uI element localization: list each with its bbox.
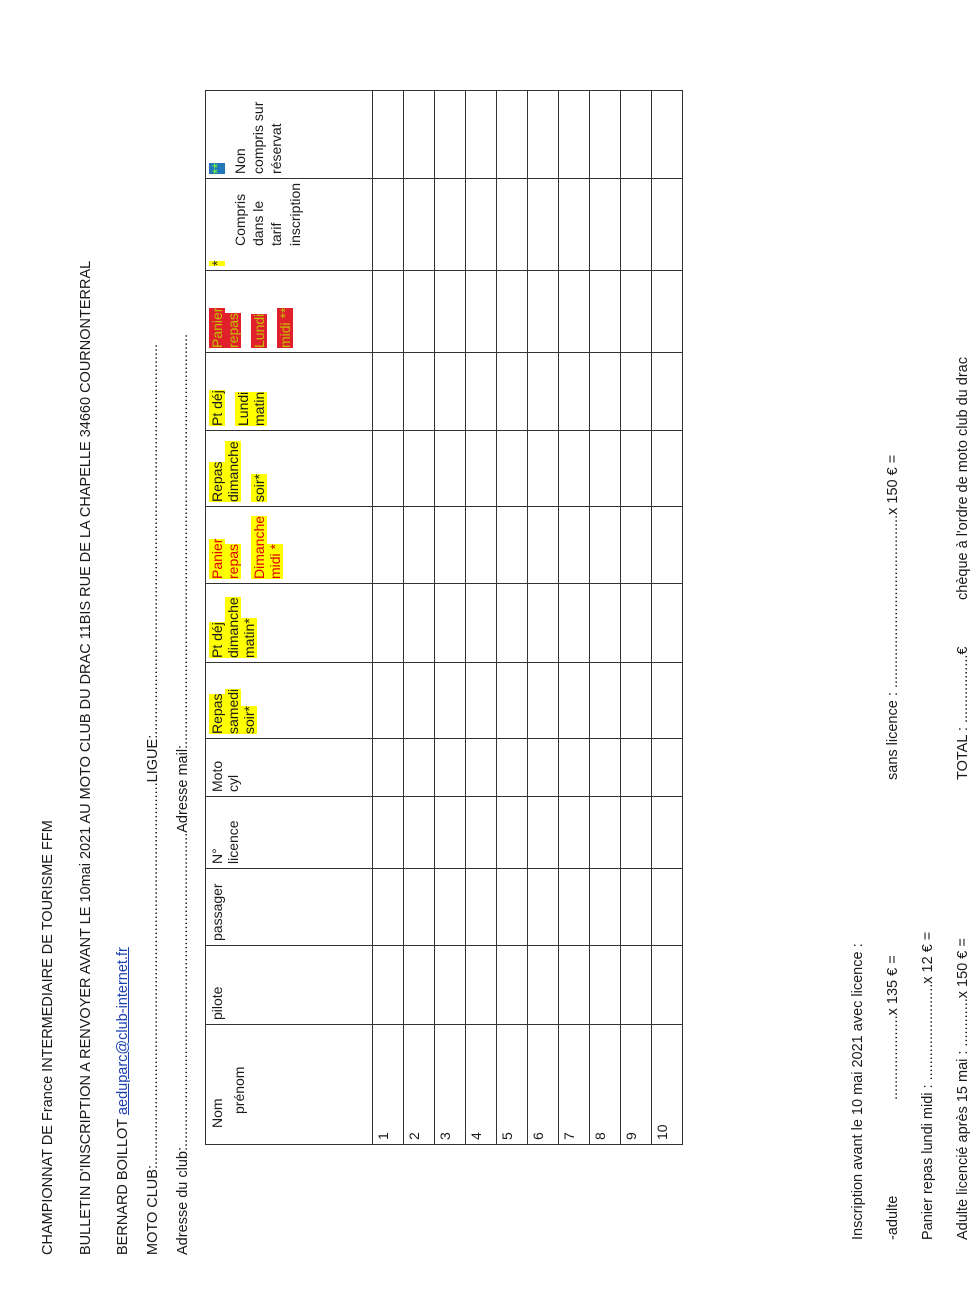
entry-cell[interactable] (435, 869, 466, 946)
entry-cell[interactable] (652, 663, 683, 739)
table-row (497, 90, 528, 1144)
entry-cell[interactable] (621, 90, 652, 178)
entry-cell[interactable] (528, 584, 559, 663)
moto-club-label: MOTO CLUB: (145, 1165, 161, 1255)
non-compris-star: ** (209, 163, 225, 174)
entry-cell[interactable] (621, 584, 652, 663)
entry-cell[interactable] (528, 90, 559, 178)
entry-cell[interactable] (497, 431, 528, 507)
entry-cell[interactable] (404, 797, 435, 869)
table-row (559, 90, 590, 1144)
entry-cell[interactable] (373, 739, 404, 797)
row-number: 4 (466, 1025, 497, 1145)
ligue-label: LIGUE: (145, 734, 161, 783)
table-row (435, 90, 466, 1144)
entry-cell[interactable] (497, 797, 528, 869)
entry-cell[interactable] (497, 178, 528, 270)
entry-cell[interactable] (404, 584, 435, 663)
entry-cell[interactable] (528, 739, 559, 797)
entry-cell[interactable] (435, 271, 466, 353)
entry-cell[interactable] (528, 507, 559, 584)
entry-cell[interactable] (466, 353, 497, 431)
entry-cell[interactable] (497, 353, 528, 431)
entry-cell[interactable] (435, 584, 466, 663)
entry-cell[interactable] (497, 507, 528, 584)
compris-star: * (209, 260, 225, 266)
entry-cell[interactable] (559, 507, 590, 584)
entry-cell[interactable] (621, 431, 652, 507)
table-row (590, 90, 621, 1144)
moto-club-input[interactable]: ............................................................................................... (145, 782, 161, 1166)
entry-cell[interactable] (466, 271, 497, 353)
entry-cell[interactable] (466, 507, 497, 584)
address-field (175, 334, 191, 1255)
entry-cell[interactable] (590, 178, 621, 270)
entry-cell[interactable] (590, 946, 621, 1025)
entry-cell[interactable] (404, 507, 435, 584)
entry-cell[interactable] (435, 178, 466, 270)
entry-cell[interactable] (652, 507, 683, 584)
entry-cell[interactable] (652, 271, 683, 353)
licencie-line[interactable]: Adulte licencié après 15 mai : ............x 150 € = (955, 938, 971, 1240)
contact-line (115, 947, 131, 1255)
contact-email-link[interactable]: aeduparc@club-internet.fr (115, 947, 131, 1116)
entry-cell[interactable] (404, 739, 435, 797)
mail-label: Adresse mail: (175, 744, 191, 833)
header-nom-prenom (206, 1025, 373, 1145)
entry-cell[interactable] (373, 797, 404, 869)
table-row (621, 90, 652, 1144)
entry-cell[interactable] (435, 431, 466, 507)
entry-cell[interactable] (652, 90, 683, 178)
entry-cell[interactable] (528, 797, 559, 869)
header-cyl: cyl (225, 774, 241, 792)
row-number: 1 (373, 1025, 404, 1145)
row-number: 10 (652, 1025, 683, 1145)
entry-cell[interactable] (373, 90, 404, 178)
entry-cell[interactable] (621, 507, 652, 584)
entry-cell[interactable] (466, 663, 497, 739)
entry-cell[interactable] (435, 739, 466, 797)
entry-cell[interactable] (559, 739, 590, 797)
entry-cell[interactable] (373, 178, 404, 270)
table-row (404, 90, 435, 1144)
entry-cell[interactable] (404, 178, 435, 270)
entry-cell[interactable] (652, 431, 683, 507)
header-ptdej-lundi: Pt déj Lundi matin (206, 353, 373, 431)
entry-cell[interactable] (497, 663, 528, 739)
entry-cell[interactable] (404, 946, 435, 1025)
header-pilote: pilote (206, 946, 373, 1025)
entry-cell[interactable] (373, 431, 404, 507)
entry-cell[interactable] (528, 663, 559, 739)
entry-cell[interactable] (590, 431, 621, 507)
entry-cell[interactable] (435, 663, 466, 739)
table-row (466, 90, 497, 1144)
table-header-row (206, 90, 373, 1144)
entry-cell[interactable] (652, 946, 683, 1025)
cheque-line: chèque à l'ordre de moto club du drac (955, 357, 971, 600)
entry-cell[interactable] (590, 797, 621, 869)
entry-cell[interactable] (435, 507, 466, 584)
inscription-line: Inscription avant le 10 mai 2021 avec licence : (850, 943, 866, 1240)
entry-cell[interactable] (559, 431, 590, 507)
header-nom: Nom (209, 1098, 225, 1128)
entry-cell[interactable] (528, 353, 559, 431)
bulletin-line: BULLETIN D'INSCRIPTION A RENVOYER AVANT LE 10mai 2021 AU MOTO CLUB DU DRAC 11BIS RUE DE LA CHAPELLE 34660 COURNONTERRAL (78, 260, 94, 1255)
entry-cell[interactable] (559, 946, 590, 1025)
entry-cell[interactable] (621, 353, 652, 431)
entry-cell[interactable] (373, 946, 404, 1025)
entry-cell[interactable] (652, 178, 683, 270)
entry-cell[interactable] (497, 584, 528, 663)
entry-cell[interactable] (497, 869, 528, 946)
entry-cell[interactable] (497, 946, 528, 1025)
contact-name: BERNARD BOILLOT (115, 1115, 131, 1255)
registration-table (205, 90, 683, 1145)
panier-line[interactable]: Panier repas lundi midi : ........................x 12 € = (920, 931, 936, 1240)
adresse-label: Adresse du club: (175, 1146, 191, 1255)
total-line[interactable]: TOTAL : .................€ (955, 646, 971, 780)
entry-cell[interactable] (404, 90, 435, 178)
adulte-price-line[interactable]: .....................x 135 € = (885, 955, 901, 1100)
entry-cell[interactable] (404, 663, 435, 739)
entry-cell[interactable] (373, 507, 404, 584)
entry-cell[interactable] (373, 869, 404, 946)
header-panier-dimanche: Panier repas Dimanche midi * (206, 507, 373, 584)
entry-cell[interactable] (590, 353, 621, 431)
entry-cell[interactable] (466, 90, 497, 178)
entry-cell[interactable] (435, 797, 466, 869)
entry-cell[interactable] (404, 271, 435, 353)
entry-cell[interactable] (435, 946, 466, 1025)
entry-cell[interactable] (559, 271, 590, 353)
entry-cell[interactable] (466, 946, 497, 1025)
entry-cell[interactable] (528, 271, 559, 353)
entry-cell[interactable] (497, 271, 528, 353)
header-moto: Moto (209, 760, 225, 792)
entry-cell[interactable] (590, 584, 621, 663)
entry-cell[interactable] (621, 869, 652, 946)
entry-cell[interactable] (652, 353, 683, 431)
entry-cell[interactable] (621, 797, 652, 869)
entry-cell[interactable] (497, 90, 528, 178)
entry-cell[interactable] (621, 178, 652, 270)
table-row (652, 90, 683, 1144)
entry-cell[interactable] (590, 739, 621, 797)
entry-cell[interactable] (621, 663, 652, 739)
row-number: 6 (528, 1025, 559, 1145)
entry-cell[interactable] (559, 178, 590, 270)
header-repas-samedi: Repas samedi soir* (206, 663, 373, 739)
entry-cell[interactable] (559, 797, 590, 869)
entry-cell[interactable] (528, 869, 559, 946)
entry-cell[interactable] (373, 353, 404, 431)
entry-cell[interactable] (652, 797, 683, 869)
entry-cell[interactable] (559, 90, 590, 178)
mail-input[interactable]: ...................................................................................................... (175, 333, 191, 745)
row-number: 3 (435, 1025, 466, 1145)
table-row (528, 90, 559, 1144)
entry-cell[interactable] (373, 584, 404, 663)
entry-cell[interactable] (404, 869, 435, 946)
entry-cell[interactable] (590, 663, 621, 739)
adulte-label: -adulte (885, 1195, 901, 1240)
entry-cell[interactable] (466, 584, 497, 663)
entry-cell[interactable] (373, 663, 404, 739)
entry-cell[interactable] (466, 739, 497, 797)
header-moto-cyl (206, 739, 373, 797)
entry-cell[interactable] (466, 178, 497, 270)
entry-cell[interactable] (528, 178, 559, 270)
entry-cell[interactable] (559, 663, 590, 739)
entry-cell[interactable] (621, 739, 652, 797)
entry-cell[interactable] (559, 869, 590, 946)
entry-cell[interactable] (404, 431, 435, 507)
header-repas-dimanche: Repas dimanche soir* (206, 431, 373, 507)
header-panier-lundi: Panier repas Lundi midi ** (206, 271, 373, 353)
header-prenom: prénom (231, 1066, 247, 1114)
sans-licence-line[interactable]: sans licence : ...........................................x 150 € = (885, 454, 901, 780)
entry-cell[interactable] (528, 431, 559, 507)
row-number: 9 (621, 1025, 652, 1145)
entry-cell[interactable] (621, 271, 652, 353)
entry-cell[interactable] (466, 431, 497, 507)
ligue-input[interactable]: ................................................................................................. (145, 343, 161, 735)
entry-cell[interactable] (373, 271, 404, 353)
header-passager: passager (206, 869, 373, 946)
row-number: 7 (559, 1025, 590, 1145)
entry-cell[interactable] (652, 584, 683, 663)
header-compris: * Compris dans le tarif inscription (206, 178, 373, 270)
entry-cell[interactable] (466, 869, 497, 946)
entry-cell[interactable] (497, 739, 528, 797)
header-ptdej-dimanche: Pt déj dimanche matin* (206, 584, 373, 663)
table-row (373, 90, 404, 1144)
entry-cell[interactable] (435, 90, 466, 178)
entry-cell[interactable] (559, 353, 590, 431)
entry-cell[interactable] (435, 353, 466, 431)
row-number: 8 (590, 1025, 621, 1145)
document-title: CHAMPIONNAT DE France INTERMEDIAIRE DE TOURISME FFM (40, 820, 56, 1255)
entry-cell[interactable] (528, 946, 559, 1025)
entry-cell[interactable] (404, 353, 435, 431)
adresse-input[interactable]: .............................................................................. (175, 832, 191, 1147)
entry-cell[interactable] (621, 946, 652, 1025)
header-licence: N° licence (206, 797, 373, 869)
row-number: 2 (404, 1025, 435, 1145)
header-non-compris: ** Non compris sur réservat (206, 90, 373, 178)
entry-cell[interactable] (559, 584, 590, 663)
entry-cell[interactable] (590, 507, 621, 584)
entry-cell[interactable] (652, 869, 683, 946)
entry-cell[interactable] (652, 739, 683, 797)
entry-cell[interactable] (590, 90, 621, 178)
row-number: 5 (497, 1025, 528, 1145)
entry-cell[interactable] (590, 869, 621, 946)
moto-club-field (145, 344, 161, 1255)
entry-cell[interactable] (466, 797, 497, 869)
entry-cell[interactable] (590, 271, 621, 353)
